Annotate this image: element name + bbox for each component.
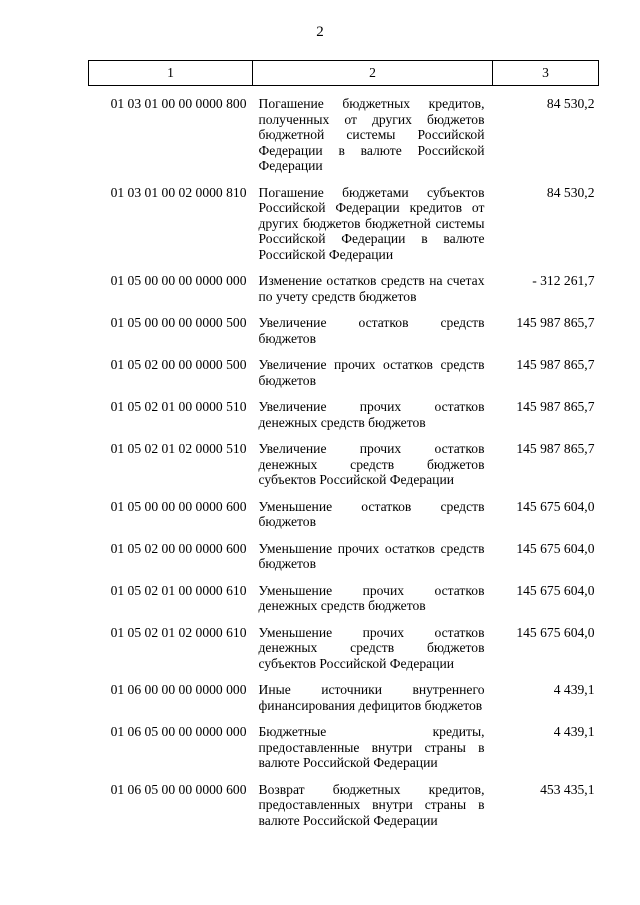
item-amount: 145 675 604,0 bbox=[516, 582, 595, 598]
item-description: Иные источники внутреннего финансирования дефицитов бюджетов bbox=[258, 682, 485, 713]
item-amount: 145 987 865,7 bbox=[516, 441, 595, 456]
item-amount: 145 987 865,7 bbox=[516, 399, 595, 414]
table-row bbox=[89, 315, 599, 357]
item-amount: - 312 261,7 bbox=[532, 273, 595, 288]
item-description: Погашение бюджетами субъектов Российской Федерации кредитов от других бюджетов бюджетной системы Российской Федерации в валюте Российской Федерации bbox=[258, 184, 485, 262]
table-row bbox=[89, 625, 599, 683]
item-amount: 84 530,2 bbox=[546, 96, 595, 111]
item-description: Бюджетные кредиты, предоставленные внутри страны в валюте Российской Федерации bbox=[258, 724, 485, 770]
item-description: Изменение остатков средств на счетах по учету средств бюджетов bbox=[258, 273, 485, 304]
item-description: Увеличение прочих остатков денежных средств бюджетов bbox=[258, 399, 485, 430]
item-description: Увеличение прочих остатков средств бюджетов bbox=[258, 357, 485, 388]
header-row bbox=[89, 61, 599, 86]
budget-code: 01 03 01 00 02 0000 810 bbox=[110, 184, 247, 200]
budget-code: 01 05 00 00 00 0000 600 bbox=[110, 498, 247, 514]
budget-code: 01 05 02 00 00 0000 500 bbox=[110, 357, 247, 372]
item-amount: 145 675 604,0 bbox=[516, 624, 595, 640]
item-amount: 145 987 865,7 bbox=[516, 357, 595, 372]
table-row bbox=[89, 185, 599, 274]
table-row bbox=[89, 499, 599, 541]
table-row bbox=[89, 583, 599, 625]
table-body bbox=[89, 86, 599, 840]
item-amount: 84 530,2 bbox=[546, 184, 595, 200]
spacer-row bbox=[89, 86, 599, 97]
table-row bbox=[89, 273, 599, 315]
item-description: Возврат бюджетных кредитов, предоставленных внутри страны в валюте Российской Федерации bbox=[258, 781, 485, 828]
item-description: Увеличение остатков средств бюджетов bbox=[258, 315, 485, 346]
budget-code: 01 05 02 01 00 0000 510 bbox=[110, 399, 247, 414]
item-description: Погашение бюджетных кредитов, полученных от других бюджетов бюджетной системы Российской Федерации в валюте Российской Федерации bbox=[258, 96, 485, 173]
budget-code: 01 05 02 01 02 0000 610 bbox=[110, 624, 247, 640]
item-amount: 453 435,1 bbox=[540, 781, 595, 797]
budget-code: 01 05 00 00 00 0000 500 bbox=[110, 315, 247, 330]
column-header-name: 2 bbox=[253, 61, 493, 86]
page-number: 2 bbox=[316, 24, 324, 40]
table-row bbox=[89, 541, 599, 583]
table-header bbox=[89, 61, 599, 86]
item-description: Уменьшение прочих остатков денежных средств бюджетов субъектов Российской Федерации bbox=[258, 624, 485, 671]
budget-code: 01 03 01 00 00 0000 800 bbox=[110, 96, 247, 111]
budget-sources-table bbox=[88, 60, 599, 839]
column-header-code: 1 bbox=[89, 61, 253, 86]
budget-code: 01 06 05 00 00 0000 000 bbox=[110, 724, 247, 739]
item-description: Увеличение прочих остатков денежных средств бюджетов субъектов Российской Федерации bbox=[258, 441, 485, 487]
table-row bbox=[89, 682, 599, 724]
item-amount: 145 675 604,0 bbox=[516, 540, 595, 556]
item-description: Уменьшение остатков средств бюджетов bbox=[258, 498, 485, 529]
item-amount: 4 439,1 bbox=[553, 682, 595, 697]
item-amount: 145 675 604,0 bbox=[516, 498, 595, 514]
item-description: Уменьшение прочих остатков денежных средств бюджетов bbox=[258, 582, 485, 613]
table-row bbox=[89, 782, 599, 840]
budget-code: 01 06 00 00 00 0000 000 bbox=[110, 682, 247, 697]
table-row bbox=[89, 724, 599, 782]
budget-code: 01 05 02 01 02 0000 510 bbox=[110, 441, 247, 456]
item-amount: 4 439,1 bbox=[553, 724, 595, 739]
table-row bbox=[89, 441, 599, 499]
column-header-amount: 3 bbox=[493, 61, 599, 86]
budget-code: 01 05 02 01 00 0000 610 bbox=[110, 582, 247, 598]
item-description: Уменьшение прочих остатков средств бюджетов bbox=[258, 540, 485, 571]
table-row bbox=[89, 96, 599, 185]
budget-code: 01 06 05 00 00 0000 600 bbox=[110, 781, 247, 797]
budget-code: 01 05 02 00 00 0000 600 bbox=[110, 540, 247, 556]
table-row bbox=[89, 357, 599, 399]
item-amount: 145 987 865,7 bbox=[516, 315, 595, 330]
table-row bbox=[89, 399, 599, 441]
budget-code: 01 05 00 00 00 0000 000 bbox=[110, 273, 247, 288]
